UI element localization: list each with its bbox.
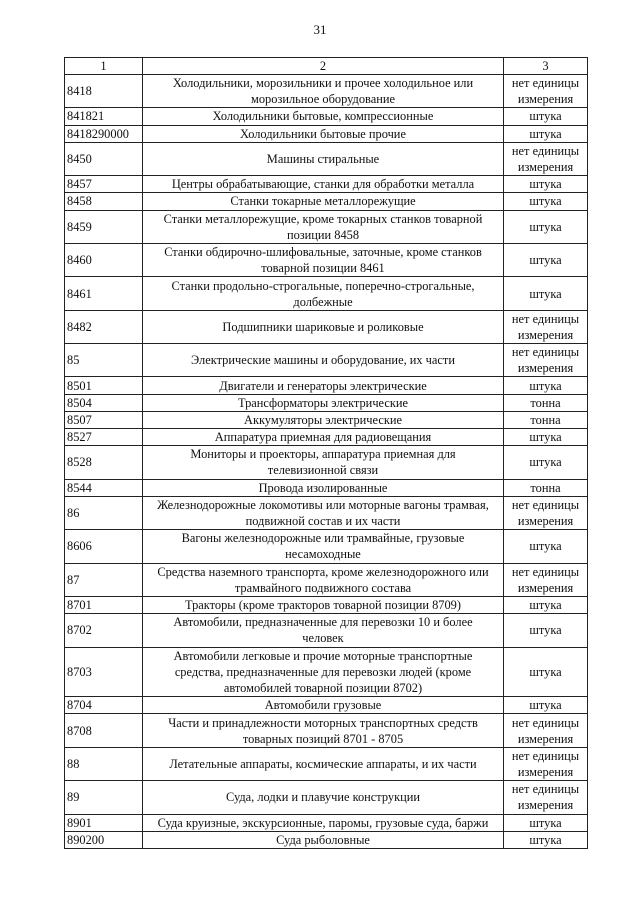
code-cell bbox=[65, 647, 143, 697]
description-line: Холодильники, морозильники и прочее холодильное или bbox=[172, 76, 474, 91]
description-cell bbox=[143, 344, 504, 377]
description-line: подвижной состав и их части bbox=[245, 514, 401, 528]
page-number: 31 bbox=[313, 22, 327, 37]
description-line: Станки обдирочно-шлифовальные, заточные, кроме станков bbox=[164, 245, 482, 260]
unit-line: штука bbox=[529, 177, 562, 192]
description-line: Автомобили грузовые bbox=[264, 698, 382, 713]
unit-line: штука bbox=[529, 455, 562, 470]
unit-cell bbox=[504, 377, 588, 394]
unit-line: штука bbox=[529, 664, 562, 679]
table-row bbox=[65, 344, 588, 377]
table-row bbox=[65, 747, 588, 780]
table-row bbox=[65, 108, 588, 125]
description-cell bbox=[143, 596, 504, 613]
description-line: телевизионной связи bbox=[267, 463, 379, 478]
unit-line: штука bbox=[529, 286, 562, 301]
code-text: 8507 bbox=[67, 412, 92, 427]
unit-cell bbox=[504, 277, 588, 310]
description-line: Машины стиральные bbox=[266, 151, 380, 166]
table-row bbox=[65, 176, 588, 193]
description-line: Железнодорожные локомотивы или моторные вагоны трамвая, bbox=[157, 498, 489, 512]
table-row bbox=[65, 394, 588, 411]
table-row bbox=[65, 411, 588, 428]
code-cell bbox=[65, 377, 143, 394]
description-line: Станки металлорежущие, кроме токарных станков товарной bbox=[163, 211, 483, 226]
description-cell bbox=[143, 210, 504, 243]
code-cell bbox=[65, 781, 143, 814]
table-row bbox=[65, 142, 588, 175]
description-cell bbox=[143, 714, 504, 747]
unit-cell bbox=[504, 781, 588, 814]
description-line: Части и принадлежности моторных транспортных средств bbox=[168, 715, 478, 730]
description-cell bbox=[143, 647, 504, 697]
code-text: 8528 bbox=[67, 455, 92, 470]
unit-cell bbox=[504, 697, 588, 714]
table-row bbox=[65, 310, 588, 343]
code-cell bbox=[65, 277, 143, 310]
header-col-1: 1 bbox=[65, 58, 143, 75]
code-cell bbox=[65, 747, 143, 780]
unit-line: штука bbox=[529, 219, 562, 234]
code-cell bbox=[65, 394, 143, 411]
unit-line: нет единицы bbox=[511, 76, 580, 91]
unit-line: измерения bbox=[517, 580, 574, 595]
description-line: Автомобили, предназначенные для перевозки 10 и более bbox=[173, 615, 473, 630]
code-cell bbox=[65, 479, 143, 496]
code-text: 8701 bbox=[67, 598, 92, 613]
description-cell bbox=[143, 277, 504, 310]
description-cell bbox=[143, 446, 504, 479]
description-line: Подшипники шариковые и роликовые bbox=[222, 319, 424, 334]
code-cell bbox=[65, 243, 143, 276]
unit-line: измерения bbox=[517, 798, 574, 813]
code-text: 85 bbox=[67, 353, 80, 368]
unit-cell bbox=[504, 108, 588, 125]
description-cell bbox=[143, 411, 504, 428]
unit-cell bbox=[504, 125, 588, 142]
unit-cell bbox=[504, 210, 588, 243]
code-cell bbox=[65, 310, 143, 343]
unit-cell bbox=[504, 831, 588, 848]
description-cell bbox=[143, 310, 504, 343]
code-cell bbox=[65, 344, 143, 377]
unit-line: тонна bbox=[530, 412, 561, 427]
code-cell bbox=[65, 75, 143, 108]
unit-cell bbox=[504, 714, 588, 747]
table-row bbox=[65, 193, 588, 210]
description-line: Летательные аппараты, космические аппараты, и их части bbox=[169, 756, 477, 771]
code-text: 8459 bbox=[67, 219, 92, 234]
code-text: 8418290000 bbox=[67, 126, 129, 141]
unit-line: штука bbox=[529, 109, 562, 124]
table-row bbox=[65, 781, 588, 814]
unit-line: измерения bbox=[517, 327, 574, 342]
description-line: Аппаратура приемная для радиовещания bbox=[214, 430, 432, 445]
unit-cell bbox=[504, 814, 588, 831]
description-line: Станки токарные металлорежущие bbox=[230, 194, 416, 209]
description-cell bbox=[143, 243, 504, 276]
description-line: долбежные bbox=[293, 294, 353, 309]
description-line: Трансформаторы электрические bbox=[237, 395, 409, 410]
unit-line: нет единицы bbox=[511, 345, 580, 360]
unit-line: штука bbox=[529, 194, 562, 209]
description-line: Суда рыболовные bbox=[276, 832, 370, 847]
code-text: 8703 bbox=[67, 664, 92, 679]
unit-cell bbox=[504, 446, 588, 479]
table-row bbox=[65, 614, 588, 647]
description-line: Суда круизные, экскурсионные, паромы, грузовые суда, баржи bbox=[157, 815, 489, 830]
code-text: 890200 bbox=[67, 832, 105, 847]
code-cell bbox=[65, 193, 143, 210]
unit-cell bbox=[504, 344, 588, 377]
unit-line: штука bbox=[529, 126, 562, 141]
code-cell bbox=[65, 614, 143, 647]
description-cell bbox=[143, 142, 504, 175]
unit-cell bbox=[504, 193, 588, 210]
code-cell bbox=[65, 814, 143, 831]
table-row bbox=[65, 714, 588, 747]
description-line: позиции 8458 bbox=[286, 227, 360, 242]
header-col-2: 2 bbox=[143, 58, 504, 75]
unit-cell bbox=[504, 243, 588, 276]
unit-line: штука bbox=[529, 430, 562, 445]
code-cell bbox=[65, 563, 143, 596]
description-cell bbox=[143, 377, 504, 394]
code-cell bbox=[65, 697, 143, 714]
unit-line: нет единицы bbox=[511, 715, 580, 730]
description-line: морозильное оборудование bbox=[251, 92, 395, 107]
unit-line: штука bbox=[529, 378, 562, 393]
description-line: средства, предназначенные для перевозки людей (кроме bbox=[174, 664, 472, 679]
table-row bbox=[65, 496, 588, 529]
description-cell bbox=[143, 75, 504, 108]
description-line: несамоходные bbox=[285, 547, 361, 562]
description-cell bbox=[143, 429, 504, 446]
code-cell bbox=[65, 411, 143, 428]
unit-cell bbox=[504, 563, 588, 596]
code-text: 87 bbox=[67, 572, 80, 587]
table-row bbox=[65, 75, 588, 108]
unit-cell bbox=[504, 647, 588, 697]
description-cell bbox=[143, 697, 504, 714]
unit-cell bbox=[504, 75, 588, 108]
unit-cell bbox=[504, 411, 588, 428]
table-row bbox=[65, 479, 588, 496]
code-text: 8482 bbox=[67, 319, 92, 334]
description-line: Автомобили легковые и прочие моторные транспортные bbox=[173, 648, 473, 663]
description-line: Тракторы (кроме тракторов товарной позиции 8709) bbox=[185, 598, 461, 613]
code-text: 841821 bbox=[67, 109, 105, 124]
unit-cell bbox=[504, 614, 588, 647]
description-cell bbox=[143, 781, 504, 814]
code-text: 8458 bbox=[67, 194, 92, 209]
description-line: товарных позиций 8701 - 8705 bbox=[242, 731, 404, 746]
code-cell bbox=[65, 446, 143, 479]
code-cell bbox=[65, 429, 143, 446]
unit-cell bbox=[504, 479, 588, 496]
code-text: 8708 bbox=[67, 723, 92, 738]
code-text: 8460 bbox=[67, 253, 92, 268]
code-text: 89 bbox=[67, 790, 80, 805]
code-text: 88 bbox=[67, 756, 80, 771]
code-text: 8450 bbox=[67, 151, 92, 166]
unit-line: измерения bbox=[517, 361, 574, 376]
description-line: Средства наземного транспорта, кроме железнодорожного или bbox=[157, 564, 489, 579]
description-cell bbox=[143, 614, 504, 647]
unit-cell bbox=[504, 496, 588, 529]
table-row bbox=[65, 210, 588, 243]
unit-cell bbox=[504, 747, 588, 780]
description-line: Центры обрабатывающие, станки для обработки металла bbox=[171, 177, 475, 192]
table-row bbox=[65, 243, 588, 276]
unit-cell bbox=[504, 310, 588, 343]
unit-line: штука bbox=[529, 815, 562, 830]
code-cell bbox=[65, 596, 143, 613]
code-text: 8501 bbox=[67, 378, 92, 393]
description-line: Станки продольно-строгальные, поперечно-строгальные, bbox=[171, 278, 475, 293]
unit-line: измерения bbox=[517, 92, 574, 107]
table-row bbox=[65, 814, 588, 831]
description-line: Провода изолированные bbox=[258, 480, 388, 495]
unit-line: нет единицы bbox=[511, 782, 580, 797]
description-cell bbox=[143, 747, 504, 780]
table-row bbox=[65, 377, 588, 394]
table-row bbox=[65, 446, 588, 479]
code-text: 8702 bbox=[67, 623, 92, 638]
description-cell bbox=[143, 530, 504, 563]
table-row bbox=[65, 647, 588, 697]
description-cell bbox=[143, 125, 504, 142]
unit-line: штука bbox=[529, 598, 562, 613]
unit-line: измерения bbox=[517, 514, 574, 528]
code-text: 8527 bbox=[67, 430, 92, 445]
unit-line: нет единицы bbox=[511, 311, 580, 326]
description-cell bbox=[143, 394, 504, 411]
unit-cell bbox=[504, 530, 588, 563]
header-col-3: 3 bbox=[504, 58, 588, 75]
unit-cell bbox=[504, 596, 588, 613]
description-line: Аккумуляторы электрические bbox=[244, 412, 402, 427]
code-cell bbox=[65, 831, 143, 848]
description-line: Двигатели и генераторы электрические bbox=[219, 378, 427, 393]
code-cell bbox=[65, 142, 143, 175]
unit-line: измерения bbox=[517, 764, 574, 779]
code-text: 8606 bbox=[67, 539, 92, 554]
description-cell bbox=[143, 496, 504, 529]
description-line: Вагоны железнодорожные или трамвайные, грузовые bbox=[181, 531, 465, 546]
description-cell bbox=[143, 176, 504, 193]
unit-line: тонна bbox=[530, 395, 561, 410]
unit-line: тонна bbox=[530, 480, 561, 495]
code-text: 8544 bbox=[67, 480, 92, 495]
table-row bbox=[65, 697, 588, 714]
code-text: 8901 bbox=[67, 815, 92, 830]
unit-line: штука bbox=[529, 832, 562, 847]
table-row bbox=[65, 125, 588, 142]
unit-cell bbox=[504, 429, 588, 446]
code-text: 8504 bbox=[67, 395, 92, 410]
unit-line: нет единицы bbox=[511, 498, 580, 512]
table-row bbox=[65, 596, 588, 613]
code-cell bbox=[65, 210, 143, 243]
table-row bbox=[65, 277, 588, 310]
description-line: трамвайного подвижного состава bbox=[234, 580, 412, 595]
description-line: товарной позиции 8461 bbox=[261, 261, 385, 276]
description-cell bbox=[143, 814, 504, 831]
code-cell bbox=[65, 496, 143, 529]
code-text: 8704 bbox=[67, 698, 92, 713]
code-text: 8418 bbox=[67, 84, 92, 99]
description-line: Суда, лодки и плавучие конструкции bbox=[226, 790, 420, 805]
unit-cell bbox=[504, 394, 588, 411]
code-text: 8457 bbox=[67, 177, 92, 192]
unit-line: штука bbox=[529, 539, 562, 554]
description-line: Холодильники бытовые, компрессионные bbox=[212, 109, 434, 124]
code-cell bbox=[65, 125, 143, 142]
unit-line: штука bbox=[529, 253, 562, 268]
unit-line: нет единицы bbox=[511, 143, 580, 158]
description-cell bbox=[143, 831, 504, 848]
description-cell bbox=[143, 479, 504, 496]
table-row bbox=[65, 530, 588, 563]
unit-line: нет единицы bbox=[511, 564, 580, 579]
description-cell bbox=[143, 193, 504, 210]
code-cell bbox=[65, 714, 143, 747]
description-cell bbox=[143, 108, 504, 125]
unit-cell bbox=[504, 142, 588, 175]
unit-cell bbox=[504, 176, 588, 193]
commodity-table bbox=[64, 57, 588, 849]
description-line: Мониторы и проекторы, аппаратура приемная для bbox=[190, 447, 456, 462]
table-row bbox=[65, 429, 588, 446]
unit-line: измерения bbox=[517, 159, 574, 174]
table-row bbox=[65, 563, 588, 596]
code-text: 8461 bbox=[67, 286, 92, 301]
code-cell bbox=[65, 108, 143, 125]
code-cell bbox=[65, 176, 143, 193]
description-cell bbox=[143, 563, 504, 596]
unit-line: нет единицы bbox=[511, 748, 580, 763]
unit-line: измерения bbox=[517, 731, 574, 746]
unit-line: штука bbox=[529, 698, 562, 713]
code-cell bbox=[65, 530, 143, 563]
unit-line: штука bbox=[529, 623, 562, 638]
table-row bbox=[65, 831, 588, 848]
description-line: Электрические машины и оборудование, их части bbox=[191, 353, 455, 368]
table-header-row bbox=[65, 58, 588, 75]
description-line: автомобилей товарной позиции 8702) bbox=[223, 680, 423, 695]
description-line: Холодильники бытовые прочие bbox=[240, 126, 406, 141]
description-line: человек bbox=[302, 631, 344, 646]
code-text: 86 bbox=[67, 506, 80, 520]
